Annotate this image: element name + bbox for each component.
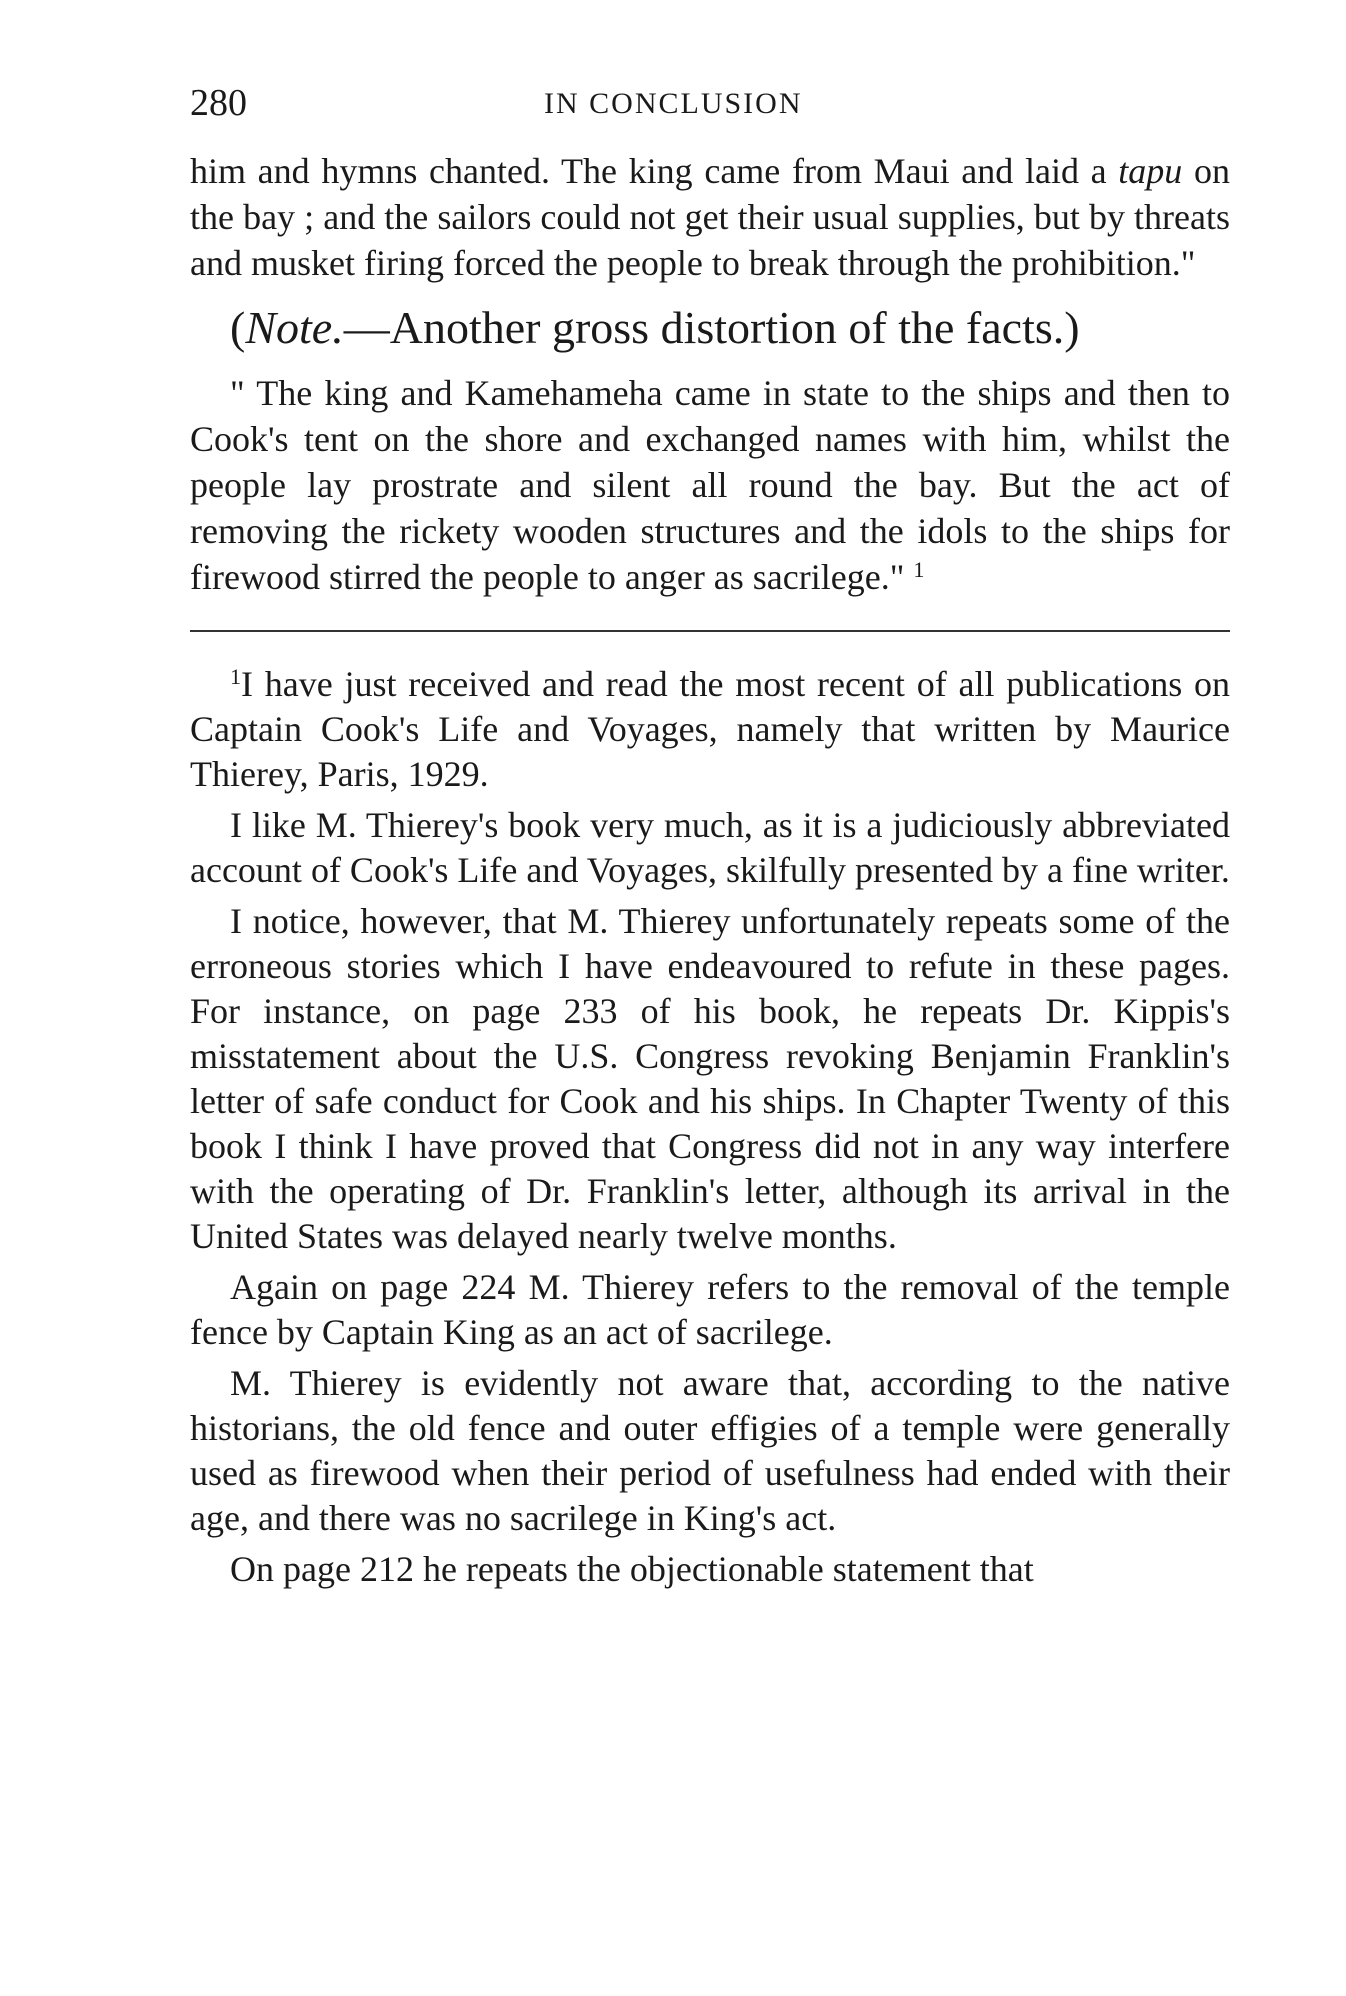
page-body — [190, 148, 1230, 1598]
footnote-paragraph — [190, 1265, 1230, 1355]
footnote-paragraph — [190, 803, 1230, 893]
paragraph-text-rest: on the bay ; and the sailors could not get their usual supplies, but by threats and musket firing forced the people to break through the prohibition." — [190, 151, 1230, 283]
footnote-text: Again on page 224 M. Thierey refers to the removal of the temple fence by Captain King as an act of sacrilege. — [190, 1267, 1230, 1352]
editorial-note — [230, 296, 1230, 360]
footnote-paragraph — [190, 1361, 1230, 1541]
note-text: —Another gross distortion of the facts.) — [343, 302, 1080, 353]
running-head: IN CONCLUSION — [544, 87, 803, 120]
footnote-text: M. Thierey is evidently not aware that, according to the native historians, the old fence and outer effigies of a temple were generally used as firewood when their period of usefulness had ended with their age, and there was no sacrilege in King's act. — [190, 1363, 1230, 1538]
footnote-paragraph — [190, 1547, 1230, 1592]
paragraph-quote — [190, 370, 1230, 600]
note-open-paren: ( — [230, 302, 246, 353]
paragraph-text: him and hymns chanted. The king came from Maui and laid a — [190, 151, 1107, 191]
footnote-divider — [190, 630, 1230, 632]
footnote-paragraph — [190, 899, 1230, 1259]
note-label: Note. — [245, 302, 344, 353]
footnote-text: On page 212 he repeats the objectionable statement that — [230, 1549, 1034, 1589]
italic-word-tapu: tapu — [1118, 151, 1183, 191]
footnote-text: I like M. Thierey's book very much, as it is a judiciously abbreviated account of Cook's Life and Voyages, skilfully presented by a fine writer. — [190, 805, 1230, 890]
footnotes — [190, 662, 1230, 1592]
page-header — [190, 78, 1230, 128]
footnote-reference: 1 — [913, 557, 925, 582]
footnote-paragraph — [190, 662, 1230, 797]
footnote-text: I have just received and read the most recent of all publications on Captain Cook's Life and Voyages, namely that written by Maurice Thierey, Paris, 1929. — [190, 664, 1230, 794]
footnote-text: I notice, however, that M. Thierey unfortunately repeats some of the erroneous stories which I have endeavoured to refute in these pages. For instance, on page 233 of his book, he repeats Dr. Kippis's misstatement about the U.S. Congress revoking Benjamin Franklin's letter of safe conduct for Cook and his ships. In Chapter Twenty of this book I think I have proved that Congress did not in any way interfere with the operating of Dr. Franklin's letter, although its arrival in the United States was delayed nearly twelve months. — [190, 901, 1230, 1256]
footnote-marker: 1 — [230, 664, 241, 689]
paragraph-text: " The king and Kamehameha came in state to the ships and then to Cook's tent on the shore and exchanged names with him, whilst the people lay prostrate and silent all round the bay. But the act of removing the rickety wooden structures and the idols to the ships for firewood stirred the people to anger as sacrilege." — [190, 373, 1230, 597]
page-number: 280 — [190, 82, 247, 124]
paragraph-quote-continued — [190, 148, 1230, 286]
